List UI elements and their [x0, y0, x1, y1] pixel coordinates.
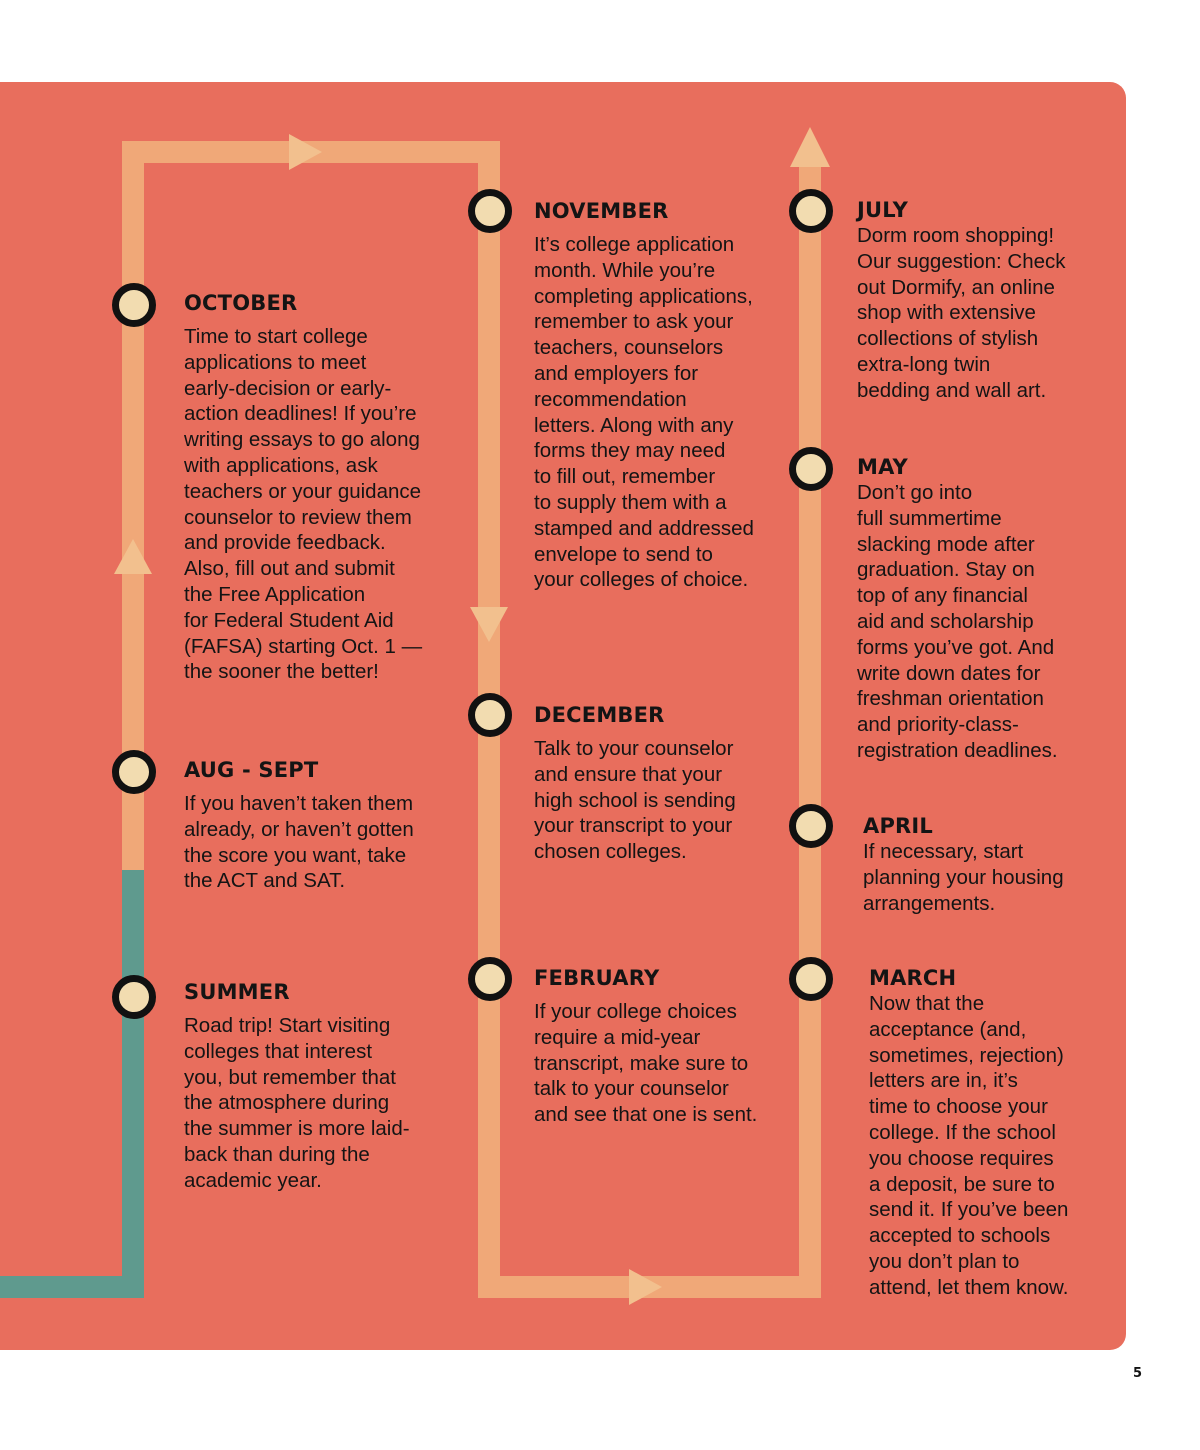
timeline-entry-aug-sept [184, 757, 469, 894]
timeline-entry-may [857, 454, 1107, 764]
milestone-dot-october [112, 283, 156, 327]
milestone-dot-may [789, 447, 833, 491]
arrow-down-icon [470, 607, 508, 642]
entry-title: JULY [857, 198, 908, 222]
milestone-dot-march [789, 957, 833, 1001]
timeline-path-start [0, 870, 133, 1287]
entry-title: MARCH [869, 966, 957, 990]
arrow-up-icon [114, 539, 152, 574]
milestone-dot-summer [112, 975, 156, 1019]
entry-title: OCTOBER [184, 291, 298, 315]
entry-body: Time to start college applications to meet early-decision or early- action deadlines! If you’re writing essays to go along with applications, ask teachers or your guidance counselor to review them and provide feedback. Also, fill out and submit the Free Application for Federal Student Aid (FAFSA) starting Oct. 1 — the sooner the better! [184, 325, 423, 684]
timeline-entry-october [184, 290, 469, 685]
milestone-dot-february [468, 957, 512, 1001]
arrow-right-icon [289, 134, 322, 170]
timeline-entry-july [857, 197, 1107, 404]
timeline-panel [0, 82, 1126, 1350]
entry-title: NOVEMBER [534, 199, 669, 223]
page-number: 5 [1132, 1366, 1142, 1381]
milestone-dot-aug-sept [112, 750, 156, 794]
entry-body: It’s college application month. While you’re completing applications, remember to ask your teachers, counselors and employers for recommendation letters. Along with any forms they may need to fill out, remember to supply them with a stamped and addressed envelope to send to your colleges of choice. [534, 233, 754, 592]
entry-body: Don’t go into full summertime slacking mode after graduation. Stay on top of any financial aid and scholarship forms you’ve got. And write down dates for freshman orientation and priority-class- registration deadlines. [857, 481, 1058, 762]
entry-title: DECEMBER [534, 703, 665, 727]
arrow-up-icon [790, 127, 830, 167]
entry-body: Talk to your counselor and ensure that your high school is sending your transcript to your chosen colleges. [534, 737, 736, 864]
timeline-entry-november [534, 198, 794, 593]
entry-body: Now that the acceptance (and, sometimes, rejection) letters are in, it’s time to choose your college. If the school you choose requires a deposit, be sure to send it. If you’ve been accepted to schools you don’t plan to attend, let them know. [869, 992, 1069, 1299]
timeline-entry-february [534, 965, 794, 1128]
entry-body: If your college choices require a mid-year transcript, make sure to talk to your counselor and see that one is sent. [534, 1000, 758, 1127]
arrow-right-icon [629, 1269, 662, 1305]
entry-title: MAY [857, 455, 908, 479]
timeline-entry-summer [184, 979, 469, 1194]
entry-body: Road trip! Start visiting colleges that interest you, but remember that the atmosphere during the summer is more laid- back than during the academic year. [184, 1014, 410, 1192]
entry-title: FEBRUARY [534, 966, 660, 990]
entry-title: AUG - SEPT [184, 758, 319, 782]
milestone-dot-april [789, 804, 833, 848]
entry-body: Dorm room shopping! Our suggestion: Check out Dormify, an online shop with extensive collections of stylish extra-long twin bedding and wall art. [857, 224, 1066, 402]
milestone-dot-november [468, 189, 512, 233]
timeline-entry-april [863, 813, 1113, 916]
milestone-dot-july [789, 189, 833, 233]
entry-title: SUMMER [184, 980, 290, 1004]
entry-body: If you haven’t taken them already, or haven’t gotten the score you want, take the ACT and SAT. [184, 792, 414, 893]
entry-title: APRIL [863, 814, 934, 838]
entry-body: If necessary, start planning your housing arrangements. [863, 840, 1064, 915]
timeline-entry-december [534, 702, 794, 865]
timeline-entry-march [869, 965, 1119, 1301]
milestone-dot-december [468, 693, 512, 737]
